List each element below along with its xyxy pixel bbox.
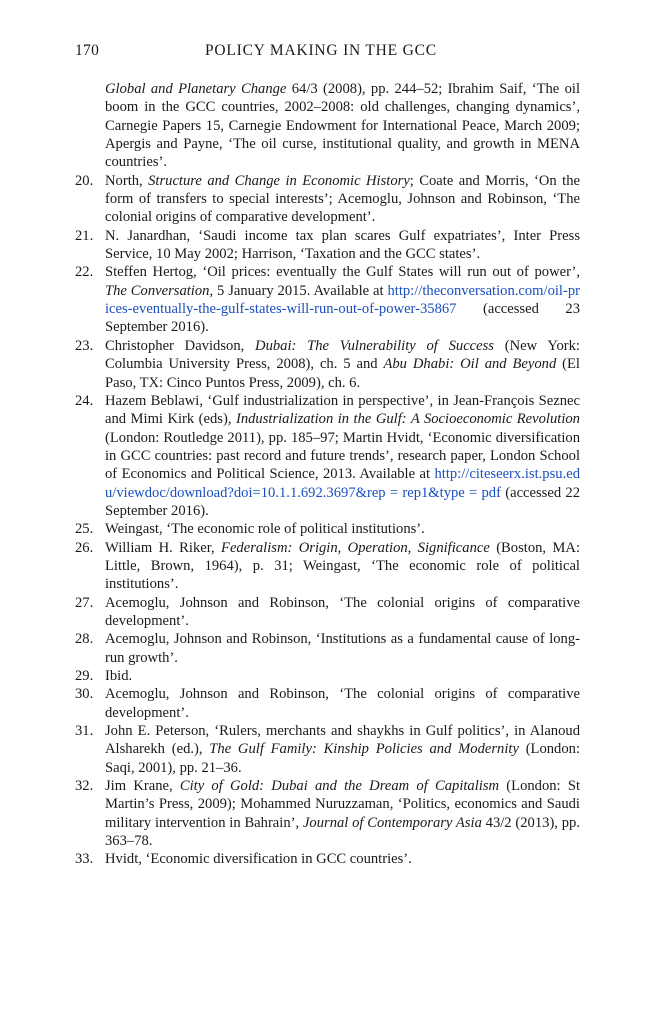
endnote-italic-title: Industrialization in the Gulf: A Socioeconomic Revolution [235,411,580,428]
endnote-text-run: (London: Routledge 2011), pp. 185–97; Martin Hvidt, ‘Economic diversification in GCC countries: past record and future trends’, research paper, London School of Economics and Political Science, 2013. Available at [105,429,580,483]
endnote-item [75,227,580,264]
endnote-url-link[interactable]: http://citeseerx.ist.psu.edu/viewdoc/download?doi=10.1.1.692.3697&rep = rep1&type = pdf [105,466,580,501]
endnote-item [75,722,580,777]
page-number: 170 [75,42,100,59]
endnote-italic-title: City of Gold: Dubai and the Dream of Capitalism [179,778,500,795]
endnote-italic-title: Global and Planetary Change [105,81,287,97]
endnote-italic-title: Abu Dhabi: Oil and Beyond [383,356,557,373]
endnote-text [105,172,580,227]
endnote-text-run: Jim Krane, [105,778,180,795]
endnote-text-run: (Boston, MA: Little, Brown, 1964), p. 31; Weingast, ‘The economic role of political institutions’. [105,539,581,593]
endnote-item [75,172,580,227]
endnote-text-run: (London: St Martin’s Press, 2009); Mohammed Nuruzzaman, ‘Politics, economics and Saudi military intervention in Bahrain’, [105,778,581,831]
endnote-italic-title: Dubai: The Vulnerability of Success [255,337,494,354]
endnote-number: 21. [75,227,94,244]
endnote-italic-title: The Gulf Family: Kinship Policies and Modernity [209,741,519,758]
endnote-italic-title: The Conversation [105,282,210,299]
endnote-item [75,520,580,538]
endnote-text [105,263,580,336]
endnote-url-link[interactable]: http://theconversation.com/oil-prices-eventually-the-gulf-states-will-run-out-of-power-35867 [105,282,580,318]
endnote-text [105,630,580,667]
endnote-item [75,539,580,594]
endnote-text-run: Christopher Davidson, [105,337,256,354]
endnote-text-run: Hvidt, ‘Economic diversification in GCC countries’. [105,851,412,868]
endnote-number: 24. [75,392,94,409]
page-header [75,42,580,64]
endnote-text [105,777,580,850]
endnote-text [105,685,580,722]
endnote-text-run: (London: Saqi, 2001), pp. 21–36. [105,741,581,776]
endnote-item [75,337,580,392]
endnote-text-run: ; Coate and Morris, ‘On the form of transfers to special interests’; Acemoglu, Johnson and Robinson, ‘The colonial origins of comparative development’. [105,172,580,226]
endnote-item [75,685,580,722]
endnote-text-run: (New York: Columbia University Press, 2008), ch. 5 and [105,337,580,373]
endnotes-list [75,80,580,869]
endnote-text [105,850,580,868]
endnote-text-run: , 5 January 2015. Available at [209,282,388,299]
endnote-number: 23. [75,337,94,354]
endnote-text [105,722,580,777]
endnote-item [75,80,580,172]
endnote-number: 26. [75,539,94,556]
endnote-italic-title: Structure and Change in Economic History [148,172,410,189]
endnote-item [75,667,580,685]
endnote-text-run: Weingast, ‘The economic role of political institutions’. [105,521,425,538]
endnote-text-run: John E. Peterson, ‘Rulers, merchants and shaykhs in Gulf politics’, in Alanoud Alsharekh (ed.), [105,723,580,758]
endnote-text [105,539,580,594]
endnote-text-run: (El Paso, TX: Cinco Puntos Press, 2009), ch. 6. [105,356,580,391]
endnote-text [105,667,580,685]
endnote-text [105,80,580,172]
endnote-text-run: 43/2 (2013), pp. 363–78. [105,814,580,850]
endnote-text-run: 64/3 (2008), pp. 244–52; Ibrahim Saif, ‘The oil boom in the GCC countries, 2002–2008: old challenges, changing dynamics’, Carnegie Papers 15, Carnegie Endowment for International Peace, March 2009; Apergis and Payne, ‘The oil curse, institutional quality, and growth in MENA countries’. [105,81,581,171]
endnote-text-run: Acemoglu, Johnson and Robinson, ‘The colonial origins of comparative development’. [105,594,580,629]
endnote-number: 20. [75,172,94,189]
endnote-text [105,392,580,520]
endnote-text-run: Hazem Beblawi, ‘Gulf industrialization in perspective’, in Jean-François Seznec and Mimi Kirk (eds), [105,392,580,428]
endnote-text [105,520,580,538]
endnote-text-run: (accessed 23 September 2016). [105,301,580,336]
endnote-number: 22. [75,264,94,281]
endnote-number: 27. [75,594,94,611]
running-head: POLICY MAKING IN THE GCC [205,42,437,59]
endnote-number: 30. [75,686,94,703]
endnote-item [75,850,580,868]
endnote-text-run: Steffen Hertog, ‘Oil prices: eventually the Gulf States will run out of power’, [105,264,580,281]
endnote-italic-title: Federalism: Origin, Operation, Significance [221,539,490,556]
endnote-number: 33. [75,851,94,868]
endnote-item [75,392,580,520]
endnote-number: 25. [75,521,94,538]
endnote-text [105,337,580,392]
endnote-item [75,594,580,631]
endnote-item [75,263,580,336]
endnote-number: 29. [75,668,94,684]
endnote-italic-title: Journal of Contemporary Asia [302,814,482,831]
endnote-number: 31. [75,723,94,740]
endnote-number: 32. [75,778,94,795]
endnote-text-run: William H. Riker, [105,539,222,556]
endnote-text-run: (accessed 22 September 2016). [105,484,580,519]
endnote-number: 28. [75,631,94,648]
endnote-item [75,777,580,850]
endnote-text-run: Acemoglu, Johnson and Robinson, ‘The colonial origins of comparative development’. [105,686,580,721]
endnote-text-run: Ibid. [105,668,133,684]
endnote-item [75,630,580,667]
endnote-text-run: North, [105,172,149,189]
endnote-text-run: N. Janardhan, ‘Saudi income tax plan scares Gulf expatriates’, Inter Press Service, 10 May 2002; Harrison, ‘Taxation and the GCC states’. [105,227,580,263]
endnote-text [105,227,580,264]
endnote-text-run: Acemoglu, Johnson and Robinson, ‘Institutions as a fundamental cause of long-run growth’. [105,631,580,666]
endnote-text [105,594,580,631]
